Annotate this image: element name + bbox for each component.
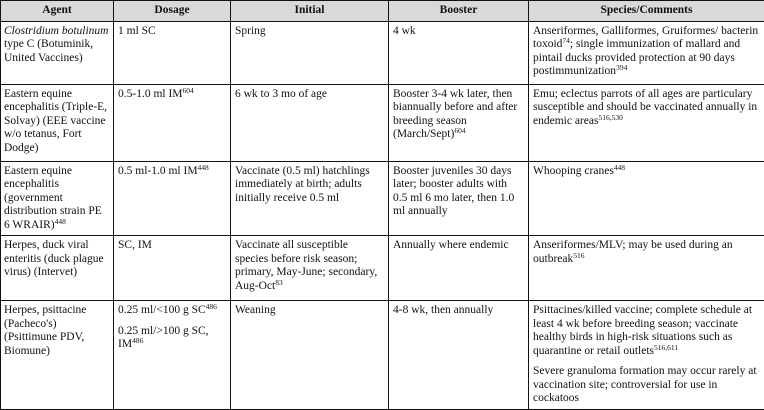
- booster-cell: 4-8 wk, then annually: [389, 301, 529, 410]
- reference-sup: 604: [454, 126, 465, 135]
- reference-sup: 448: [614, 163, 625, 172]
- dosage-cell: [114, 84, 231, 161]
- comments-text: Anseriformes/MLV; may be used during an outbreak: [533, 239, 733, 265]
- comments-paragraph: Severe granuloma formation may occur rarely at vaccination site; controversial for use in cockatoos: [533, 365, 760, 406]
- dosage-text: 0.5 ml-1.0 ml IM: [118, 165, 198, 177]
- reference-sup: 448: [55, 217, 66, 226]
- comments-paragraph: [533, 304, 760, 358]
- agent-cell: Herpes, duck viral enteritis (duck plague virus) (Intervet): [1, 236, 114, 301]
- agent-cell: [1, 21, 114, 84]
- reference-sup: 516,530: [598, 113, 622, 122]
- header-dosage: Dosage: [114, 1, 231, 22]
- agent-name: Eastern equine encephalitis (government distribution strain PE 6 WRAIR): [4, 165, 102, 231]
- booster-cell: Annually where endemic: [389, 236, 529, 301]
- comments-text: Psittacines/killed vaccine; complete schedule at least 4 wk before breeding season; vaccinate healthy birds in high-risk situations such as quarantine or retail outlets: [533, 304, 752, 357]
- dosage-text: 0.25 ml/<100 g SC: [118, 304, 206, 316]
- initial-text: Vaccinate all susceptible species before risk season; primary, May-June; secondary, Aug-Oct: [235, 239, 377, 292]
- table-row: [1, 236, 764, 301]
- header-booster: Booster: [389, 1, 529, 22]
- dosage-line: [118, 304, 226, 318]
- dosage-cell: 1 ml SC: [114, 21, 231, 84]
- initial-cell: Vaccinate (0.5 ml) hatchlings immediately at birth; adults initially receive 0.5 ml: [231, 161, 389, 236]
- booster-cell: Booster juveniles 30 days later; booster adults with 0.5 ml 6 mo later, then 1.0 ml annually: [389, 161, 529, 236]
- agent-cell: [1, 161, 114, 236]
- initial-cell: [231, 236, 389, 301]
- comments-cell: [529, 84, 764, 161]
- reference-sup: 604: [183, 86, 194, 95]
- comments-cell: [529, 236, 764, 301]
- reference-sup: 486: [206, 302, 217, 311]
- header-agent: Agent: [1, 1, 114, 22]
- dosage-line: [118, 325, 226, 352]
- comments-text: ; single immunization of mallard and pintail ducks provided protection at 90 days postimmunization: [533, 38, 740, 77]
- agent-name: type C (Botuminik, United Vaccines): [4, 38, 93, 64]
- agent-name-italic: Clostridium botulinum: [4, 25, 108, 37]
- dosage-text: 0.5-1.0 ml IM: [118, 88, 183, 100]
- reference-sup: 74: [562, 36, 570, 45]
- table-row: [1, 301, 764, 410]
- initial-cell: Spring: [231, 21, 389, 84]
- header-initial: Initial: [231, 1, 389, 22]
- initial-cell: Weaning: [231, 301, 389, 410]
- booster-text: Booster 3-4 wk later, then biannually before and after breeding season (March/Sept): [393, 88, 517, 141]
- table-row: [1, 161, 764, 236]
- reference-sup: 448: [198, 163, 209, 172]
- dosage-cell: SC, IM: [114, 236, 231, 301]
- comments-cell: [529, 21, 764, 84]
- dosage-text: 0.25 ml/>100 g SC, IM: [118, 325, 209, 351]
- comments-cell: [529, 301, 764, 410]
- dosage-cell: [114, 161, 231, 236]
- booster-cell: [389, 84, 529, 161]
- dosage-cell: [114, 301, 231, 410]
- comments-cell: [529, 161, 764, 236]
- reference-sup: 516: [573, 251, 584, 260]
- comments-text: Anseriformes, Galliformes, Gruiformes/ bacterin toxoid: [533, 25, 758, 51]
- table-row: [1, 84, 764, 161]
- header-species-comments: Species/Comments: [529, 1, 764, 22]
- booster-cell: 4 wk: [389, 21, 529, 84]
- header-row: [1, 1, 764, 22]
- reference-sup: 516,611: [654, 343, 678, 352]
- table-row: [1, 21, 764, 84]
- reference-sup: 486: [132, 336, 143, 345]
- reference-sup: 83: [275, 278, 283, 287]
- agent-cell: Herpes, psittacine (Pacheco's) (Psittimune PDV, Biomune): [1, 301, 114, 410]
- agent-cell: Eastern equine encephalitis (Triple-E, Solvay) (EEE vaccine w/o tetanus, Fort Dodge): [1, 84, 114, 161]
- reference-sup: 394: [616, 63, 627, 72]
- comments-text: Emu; eclectus parrots of all ages are particulary susceptible and should be vaccinated annually in endemic areas: [533, 88, 757, 127]
- comments-text: Whooping cranes: [533, 165, 614, 177]
- initial-cell: 6 wk to 3 mo of age: [231, 84, 389, 161]
